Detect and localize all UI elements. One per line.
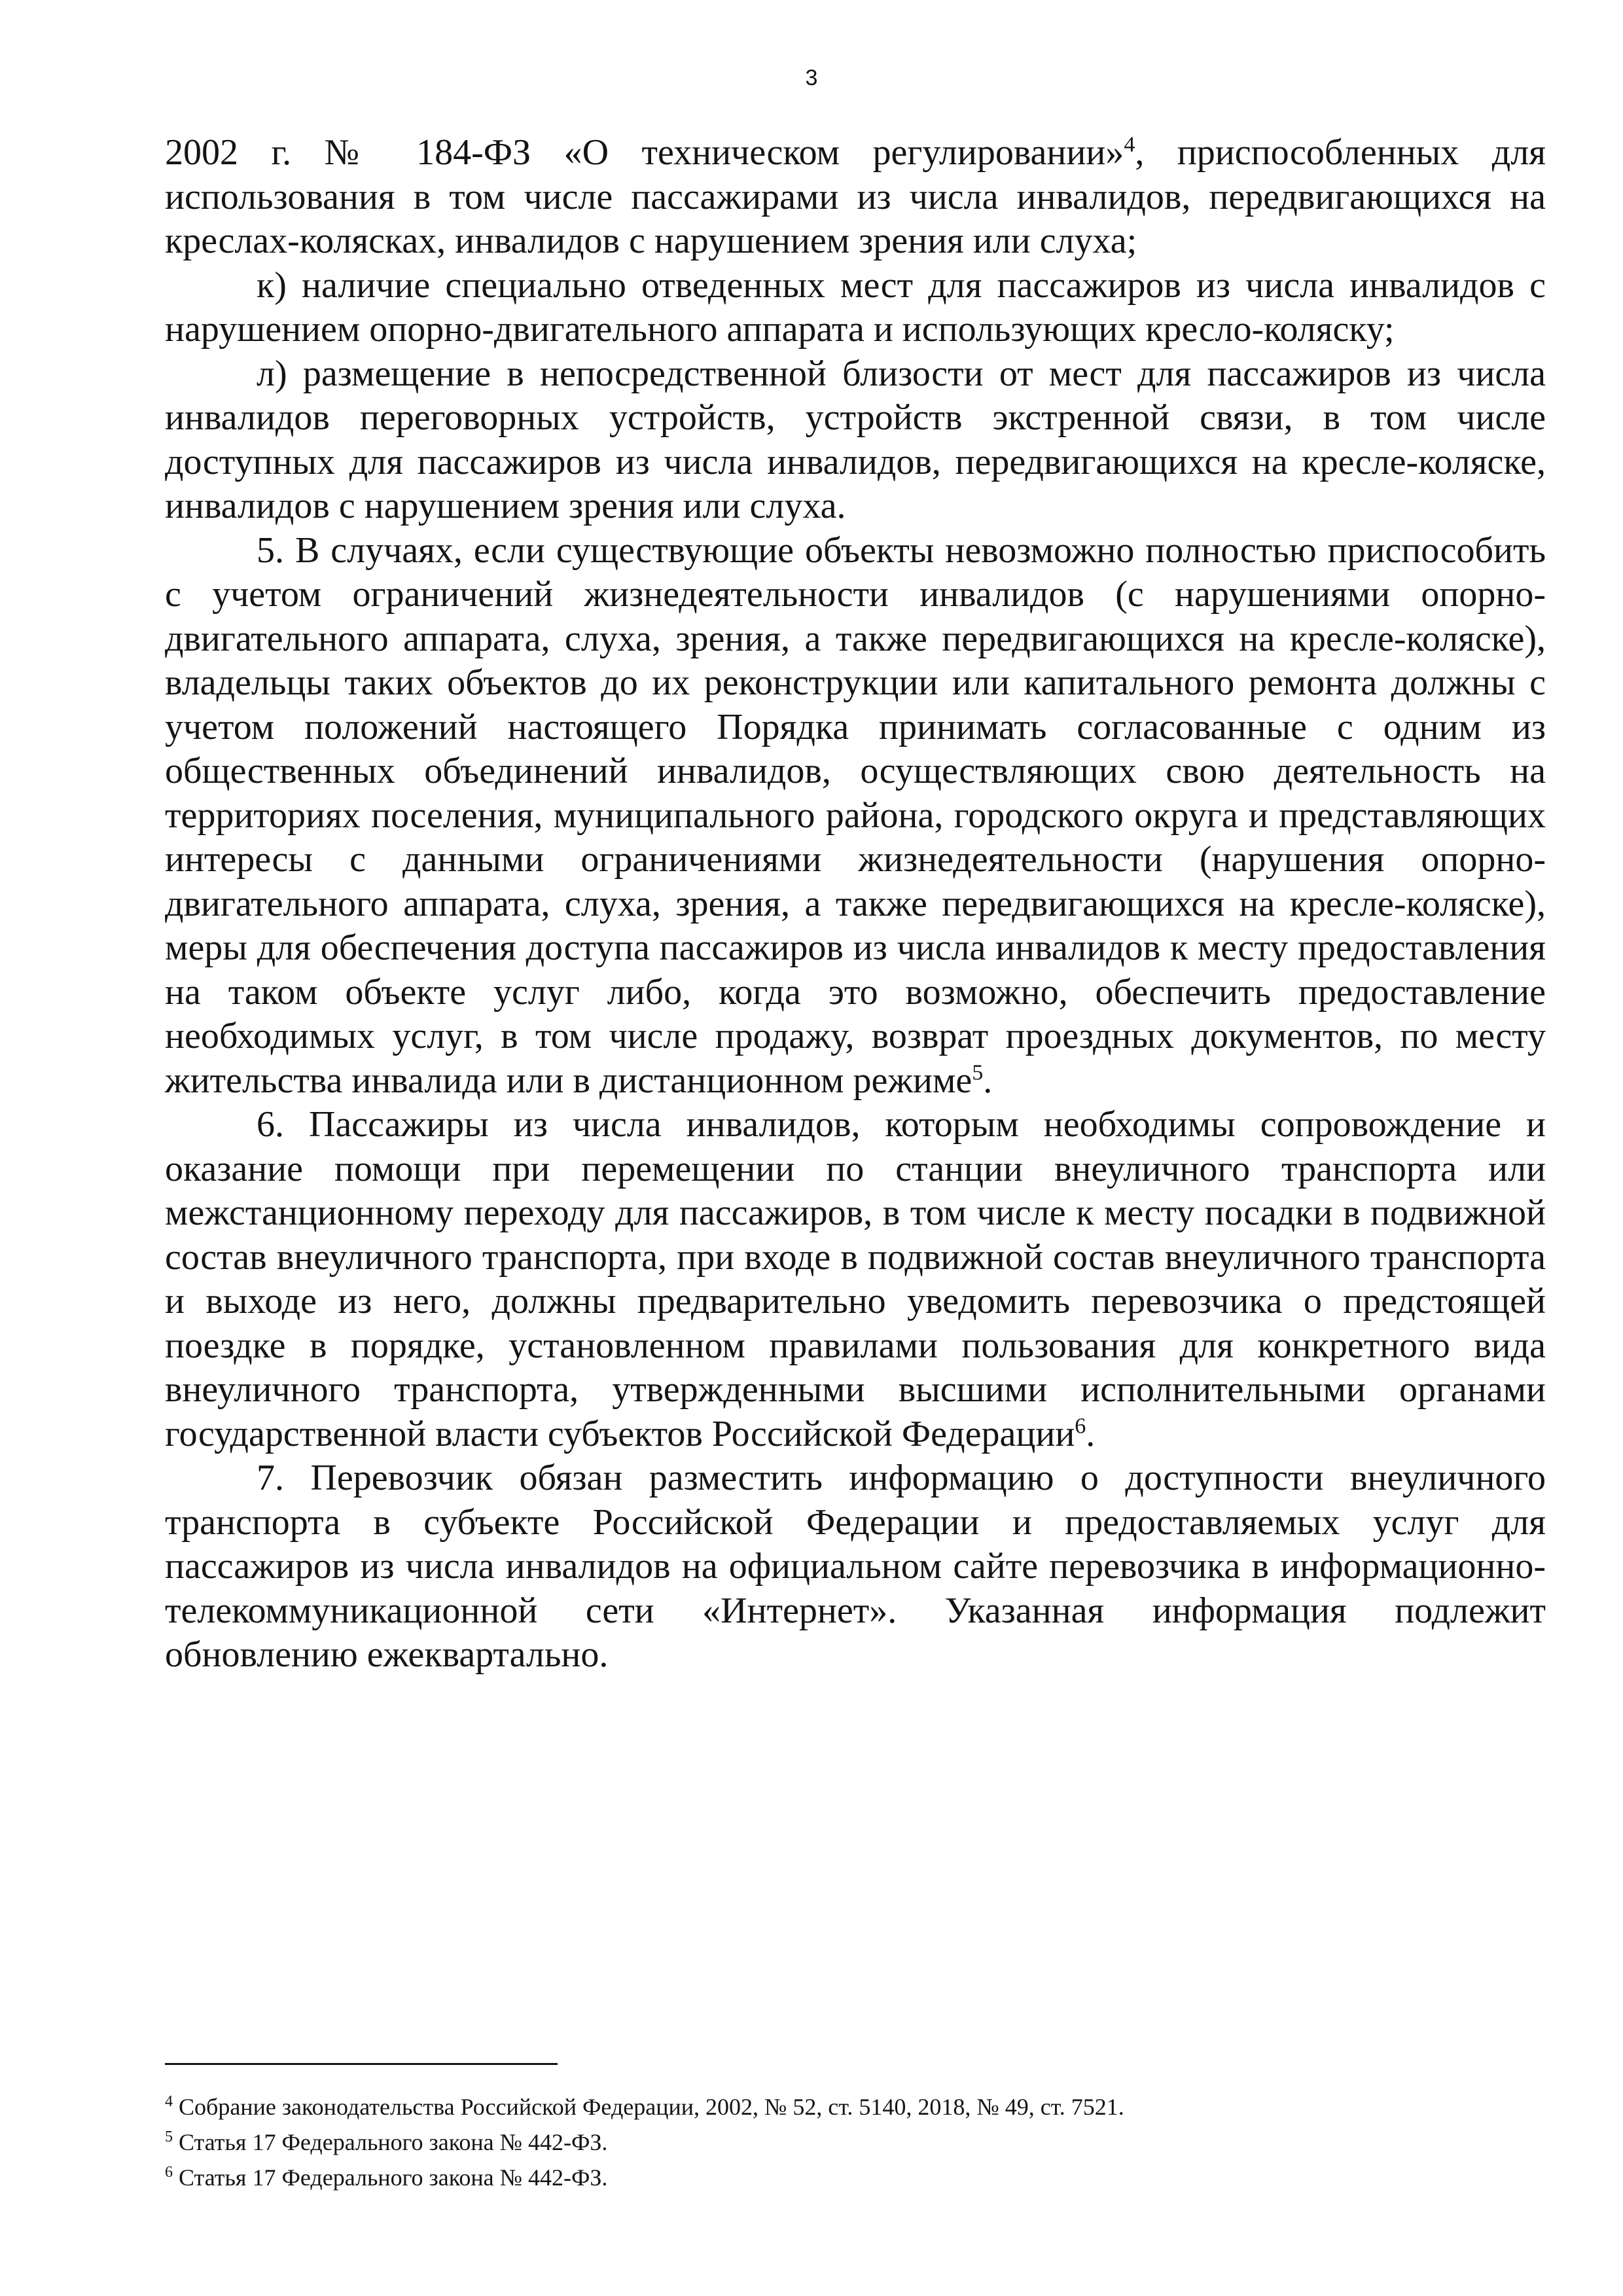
footnote-separator [165,2063,558,2065]
page-number: 3 [805,65,818,90]
footnote-4: $^4$ Собрание законодательства Российской Федерации, 2002, № 52, ст. 5140, 2018, № 49, ст. 7521. [165,2093,1124,2120]
paragraph-section-7: 7. Перевозчик обязан разместить информацию о доступности внеуличного транспорта в субъекте Российской Федерации и предоставляемых услуг для пассажиров из числа инвалидов на официальном сайте перевозчика в информационно-телекоммуникационной сети «Интернет». Указанная информация подлежит обновлению ежеквартально. [165,1458,1546,1675]
paragraph-item-k: к) наличие специально отведенных мест для пассажиров из числа инвалидов с нарушением опорно-двигательного аппарата и использующих кресло-коляску; [165,264,1546,350]
footnote-ref-5: 5 [972,1060,984,1085]
footnote-5: $^5$ Статья 17 Федерального закона № 442-ФЗ. [165,2128,608,2155]
footnote-6: $^6$ Статья 17 Федерального закона № 442-ФЗ. [165,2164,608,2191]
footnote-ref-4: 4 [1124,132,1135,157]
paragraph-section-5: 5. В случаях, если существующие объекты невозможно полностью приспособить с учетом ограничений жизнедеятельности инвалидов (с нарушениями опорно-двигательного аппарата, слуха, зрения, а также передвигающихся на кресле-коляске), владельцы таких объектов до их реконструкции или капитального ремонта должны с учетом положений настоящего Порядка принимать согласованные с одним из общественных объединений инвалидов, осуществляющих свою деятельность на территориях поселения, муниципального района, городского округа и представляющих интересы с данными ограничениями жизнедеятельности (нарушения опорно-двигательного аппарата, слуха, зрения, а также передвигающихся на кресле-коляске), меры для обеспечения доступа пассажиров из числа инвалидов к месту предоставления на таком объекте услуг либо, когда это возможно, обеспечить предоставление необходимых услуг, в том числе продажу, возврат проездных документов, по месту жительства инвалида или в дистанционном режиме$^5$. [165,529,1546,1101]
footnotes [165,2089,1546,2195]
paragraph-section-6: 6. Пассажиры из числа инвалидов, которым необходимы сопровождение и оказание помощи при перемещении по станции внеуличного транспорта или межстанционному переходу для пассажиров, в том числе к месту посадки в подвижной состав внеуличного транспорта, при входе в подвижной состав внеуличного транспорта и выходе из него, должны предварительно уведомить перевозчика о предстоящей поездке в порядке, установленном правилами пользования для конкретного вида внеуличного транспорта, утвержденными высшими исполнительными органами государственной власти субъектов Российской Федерации$^6$. [165,1104,1546,1454]
footnote-ref-6: 6 [1075,1413,1086,1438]
paragraph-item-l: л) размещение в непосредственной близости от мест для пассажиров из числа инвалидов переговорных устройств, устройств экстренной связи, в том числе доступных для пассажиров из числа инвалидов, передвигающихся на кресле-коляске, инвалидов с нарушением зрения или слуха. [165,353,1546,526]
paragraph-continuation: 2002 г. № 184-ФЗ «О техническом регулировании»$^4$, приспособленных для использования в том числе пассажирами из числа инвалидов, передвигающихся на креслах-колясках, инвалидов с нарушением зрения или слуха; [165,132,1546,261]
document-body [165,131,1546,1677]
